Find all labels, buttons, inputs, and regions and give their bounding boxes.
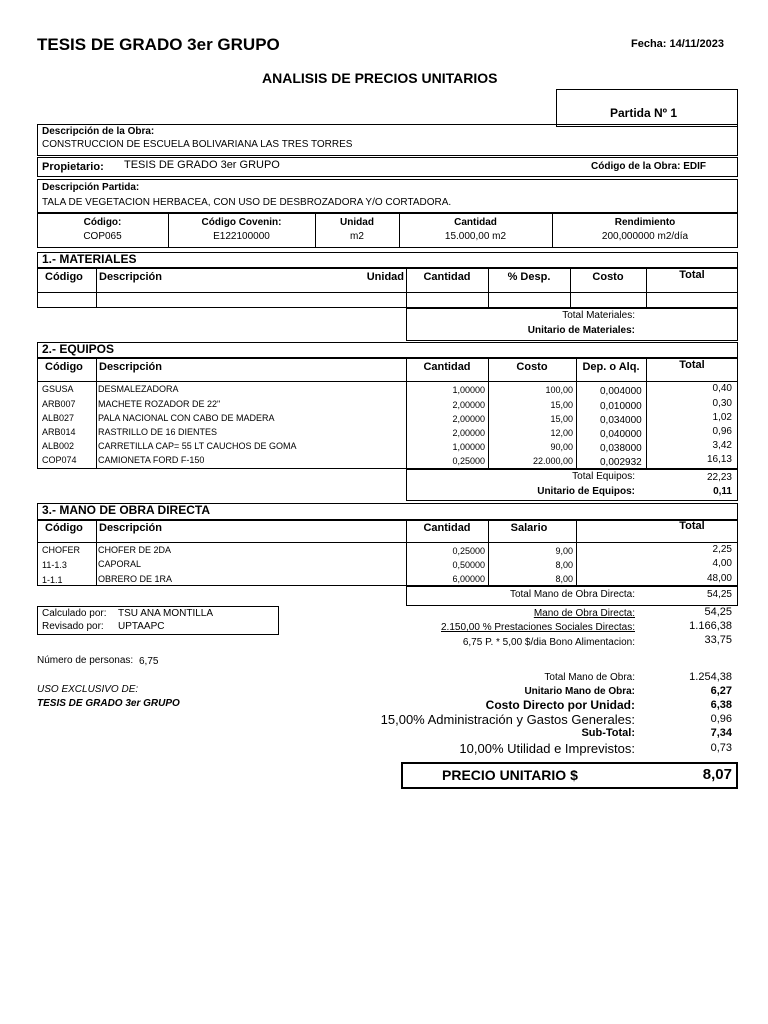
mat-header-desp: % Desp.	[507, 271, 551, 283]
owner-label: Propietario:	[42, 161, 104, 173]
rendimiento-value: 200,000000 m2/día	[601, 231, 689, 242]
table-row-salary: 8,00	[555, 574, 573, 584]
uso-exclusivo-value: TESIS DE GRADO 3er GRUPO	[37, 698, 180, 709]
total-mano-obra-value: 1.254,38	[689, 671, 732, 683]
table-row-qty: 0,25000	[452, 456, 485, 466]
partida-number: Partida Nº 1	[610, 106, 678, 120]
report-subtitle: ANALISIS DE PRECIOS UNITARIOS	[262, 70, 498, 86]
subtotal-label: Sub-Total:	[581, 727, 635, 739]
partida-desc-label: Descripción Partida:	[42, 182, 140, 193]
total-materiales-label: Total Materiales:	[562, 310, 635, 321]
table-row-dep: 0,004000	[600, 386, 642, 397]
owner-value: TESIS DE GRADO 3er GRUPO	[124, 159, 280, 171]
mat-header-cantidad: Cantidad	[423, 271, 471, 283]
personas-label: Número de personas:	[37, 655, 134, 666]
cantidad-label: Cantidad	[454, 217, 497, 228]
utilidad-label: 10,00% Utilidad e Imprevistos:	[459, 741, 635, 756]
mo-directa-label: Mano de Obra Directa:	[533, 608, 635, 619]
mat-header-costo: Costo	[592, 271, 624, 283]
utilidad-value: 0,73	[710, 742, 732, 754]
table-row-qty: 1,00000	[452, 385, 485, 395]
table-row-qty: 2,00000	[452, 400, 485, 410]
table-row-code: CHOFER	[42, 545, 80, 555]
revisado-label: Revisado por:	[42, 621, 104, 632]
cantidad-value: 15.000,00 m2	[444, 231, 507, 242]
equipos-section-box	[37, 342, 738, 358]
eq-header-codigo: Código	[45, 361, 83, 373]
uso-exclusivo-label: USO EXCLUSIVO DE:	[37, 684, 139, 695]
mo-header-total: Total	[679, 520, 705, 532]
codigo-value: COP065	[83, 231, 122, 242]
table-row-desc: CHOFER DE 2DA	[98, 545, 172, 555]
obra-desc-value: CONSTRUCCION DE ESCUELA BOLIVARIANA LAS TRES TORRES	[42, 139, 353, 150]
eq-header-descripcion: Descripción	[99, 361, 162, 373]
obra-desc-label: Descripción de la Obra:	[42, 126, 155, 137]
materiales-section-box	[37, 252, 738, 268]
table-row-code: 11-1.3	[42, 560, 67, 570]
table-row-desc: PALA NACIONAL CON CABO DE MADERA	[98, 413, 275, 423]
table-row-cost: 15,00	[550, 400, 573, 410]
table-row-desc: OBRERO DE 1RA	[98, 574, 173, 584]
mo-header-descripcion: Descripción	[99, 522, 162, 534]
report-title: TESIS DE GRADO 3er GRUPO	[37, 35, 280, 54]
table-row-salary: 9,00	[555, 546, 573, 556]
table-row-total: 4,00	[712, 558, 732, 569]
report-date: Fecha: 14/11/2023	[631, 38, 724, 50]
mo-header-codigo: Código	[45, 522, 83, 534]
table-row-qty: 2,00000	[452, 428, 485, 438]
revisado-value: UPTAAPC	[118, 621, 165, 632]
administracion-label: 15,00% Administración y Gastos Generales:	[380, 712, 635, 727]
table-row-desc: CAPORAL	[98, 559, 142, 569]
covenin-label: Código Covenin:	[201, 217, 282, 228]
calculado-label: Calculado por:	[42, 608, 107, 619]
unitario-equipos-value: 0,11	[713, 486, 732, 497]
table-row-desc: MACHETE ROZADOR DE 22"	[98, 399, 221, 409]
costo-directo-value: 6,38	[710, 699, 732, 711]
mano-obra-section-title: 3.- MANO DE OBRA DIRECTA	[42, 503, 210, 517]
table-row-code: ALB002	[42, 441, 75, 451]
table-row-code: ARB014	[42, 427, 76, 437]
mo-directa-value: 54,25	[704, 606, 732, 618]
table-row-total: 2,25	[712, 544, 732, 555]
materiales-section-title: 1.- MATERIALES	[42, 252, 137, 266]
table-row-total: 3,42	[712, 440, 732, 451]
eq-header-dep: Dep. o Alq.	[582, 361, 640, 373]
table-row-desc: CAMIONETA FORD F-150	[98, 455, 205, 465]
mo-header-salario: Salario	[510, 522, 548, 534]
table-row-cost: 15,00	[550, 414, 573, 424]
rendimiento-label: Rendimiento	[614, 217, 676, 228]
equipos-section-title: 2.- EQUIPOS	[42, 342, 115, 356]
administracion-value: 0,96	[710, 713, 732, 725]
table-row-desc: RASTRILLO DE 16 DIENTES	[98, 427, 218, 437]
precio-unitario-label: PRECIO UNITARIO $	[442, 767, 578, 783]
eq-header-cantidad: Cantidad	[423, 361, 471, 373]
total-mano-obra-directa-value: 54,25	[706, 589, 732, 600]
table-row-cost: 12,00	[550, 428, 573, 438]
table-row-dep: 0,034000	[600, 415, 642, 426]
total-mano-obra-label: Total Mano de Obra:	[544, 672, 635, 683]
table-row-qty: 0,25000	[452, 546, 485, 556]
unitario-equipos-label: Unitario de Equipos:	[537, 486, 635, 497]
mat-header-codigo: Código	[45, 271, 83, 283]
total-equipos-label: Total Equipos:	[572, 471, 635, 482]
precio-unitario-value: 8,07	[702, 766, 732, 783]
table-row-cost: 90,00	[550, 442, 573, 452]
table-row-salary: 8,00	[555, 560, 573, 570]
table-row-total: 0,40	[712, 383, 732, 394]
subtotal-value: 7,34	[710, 727, 732, 739]
prestaciones-value: 1.166,38	[689, 620, 732, 632]
mat-header-total: Total	[679, 269, 705, 281]
mat-header-unidad: Unidad	[366, 271, 404, 283]
covenin-value: E122100000	[213, 231, 270, 242]
table-row-total: 0,96	[712, 426, 732, 437]
table-row-qty: 0,50000	[452, 560, 485, 570]
table-row-total: 0,30	[712, 398, 732, 409]
table-row-code: ARB007	[42, 399, 76, 409]
table-row-code: COP074	[42, 455, 77, 465]
table-row-total: 48,00	[706, 573, 732, 584]
table-row-dep: 0,002932	[600, 457, 642, 468]
unitario-mano-obra-value: 6,27	[710, 685, 732, 697]
mat-header-descripcion: Descripción	[99, 271, 162, 283]
table-row-total: 16,13	[706, 454, 732, 465]
prestaciones-label: 2.150,00 % Prestaciones Sociales Directas:	[441, 622, 635, 633]
obra-code: Código de la Obra: EDIF	[591, 161, 707, 172]
personas-value: 6,75	[139, 656, 159, 667]
table-row-desc: CARRETILLA CAP= 55 LT CAUCHOS DE GOMA	[98, 441, 297, 451]
table-row-cost: 22.000,00	[532, 456, 573, 466]
eq-header-total: Total	[679, 359, 705, 371]
unitario-mano-obra-label: Unitario Mano de Obra:	[524, 686, 635, 697]
bono-value: 33,75	[704, 634, 732, 646]
partida-desc-value: TALA DE VEGETACION HERBACEA, CON USO DE DESBROZADORA Y/O CORTADORA.	[42, 197, 452, 208]
table-row-total: 1,02	[712, 412, 732, 423]
table-row-dep: 0,040000	[600, 429, 642, 440]
mo-header-cantidad: Cantidad	[423, 522, 471, 534]
costo-directo-label: Costo Directo por Unidad:	[485, 698, 635, 712]
total-mano-obra-directa-label: Total Mano de Obra Directa:	[509, 589, 635, 600]
unidad-value: m2	[350, 231, 364, 242]
codigo-label: Código:	[83, 217, 122, 228]
table-row-desc: DESMALEZADORA	[98, 384, 179, 394]
bono-label: 6,75 P. * 5,00 $/dia Bono Alimentacion:	[462, 637, 635, 648]
unidad-label: Unidad	[340, 217, 374, 228]
table-row-code: 1-1.1	[42, 575, 63, 585]
total-equipos-value: 22,23	[706, 472, 732, 483]
table-row-qty: 2,00000	[452, 414, 485, 424]
table-row-qty: 1,00000	[452, 442, 485, 452]
unitario-materiales-label: Unitario de Materiales:	[527, 325, 635, 336]
table-row-code: ALB027	[42, 413, 75, 423]
table-row-qty: 6,00000	[452, 574, 485, 584]
table-row-cost: 100,00	[545, 385, 573, 395]
calculado-value: TSU ANA MONTILLA	[118, 608, 214, 619]
eq-header-costo: Costo	[516, 361, 548, 373]
table-row-dep: 0,010000	[600, 401, 642, 412]
table-row-code: GSUSA	[42, 384, 74, 394]
table-row-dep: 0,038000	[600, 443, 642, 454]
